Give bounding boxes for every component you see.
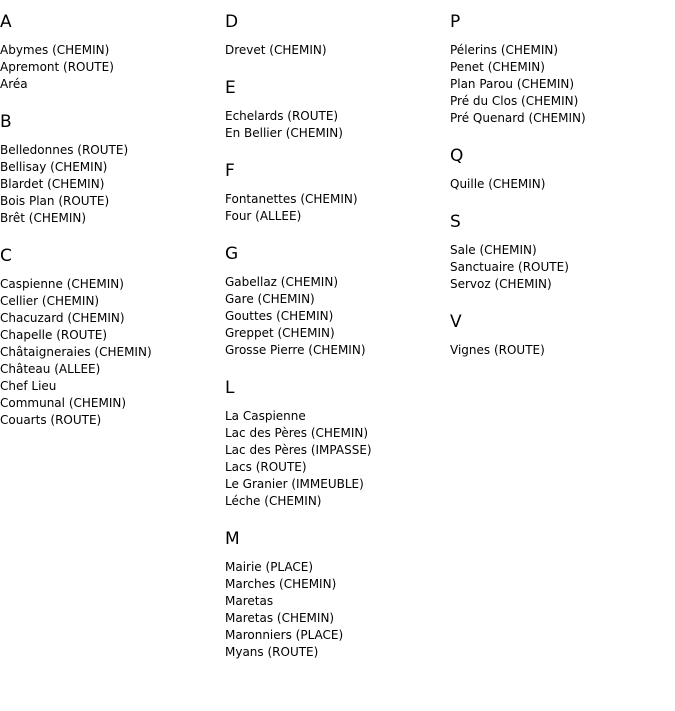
street-link[interactable]: Maretas (CHEMIN) — [225, 611, 335, 625]
street-link[interactable]: Chef Lieu — [0, 379, 57, 393]
street-link[interactable]: Léche (CHEMIN) — [225, 494, 322, 508]
street-link[interactable]: Pré du Clos (CHEMIN) — [450, 94, 579, 108]
letter-heading: E — [225, 78, 236, 98]
street-link[interactable]: Maronniers (PLACE) — [225, 628, 344, 642]
street-link[interactable]: Bois Plan (ROUTE) — [0, 194, 110, 208]
street-link[interactable]: Chacuzard (CHEMIN) — [0, 311, 125, 325]
street-link[interactable]: Bellisay (CHEMIN) — [0, 160, 108, 174]
letter-heading: G — [225, 244, 239, 264]
letter-heading: C — [0, 246, 12, 266]
letter-heading: L — [225, 378, 235, 398]
street-link[interactable]: Gouttes (CHEMIN) — [225, 309, 334, 323]
street-index-column — [225, 11, 445, 679]
street-link[interactable]: Marches (CHEMIN) — [225, 577, 337, 591]
street-link[interactable]: Apremont (ROUTE) — [0, 60, 114, 74]
street-list — [225, 108, 445, 142]
letter-section — [225, 160, 445, 225]
letter-section — [450, 11, 670, 127]
letter-section — [225, 528, 445, 661]
street-link[interactable]: Caspienne (CHEMIN) — [0, 277, 124, 291]
letter-section — [450, 211, 670, 293]
street-link[interactable]: Communal (CHEMIN) — [0, 396, 127, 410]
letter-section — [450, 145, 670, 193]
street-list — [225, 191, 445, 225]
letter-heading: F — [225, 161, 235, 181]
street-list — [0, 42, 220, 93]
street-list — [0, 276, 220, 429]
street-list — [450, 176, 670, 193]
street-link[interactable]: Gare (CHEMIN) — [225, 292, 315, 306]
street-link[interactable]: Lacs (ROUTE) — [225, 460, 307, 474]
street-list — [0, 142, 220, 227]
street-link[interactable]: Sanctuaire (ROUTE) — [450, 260, 569, 274]
street-link[interactable]: En Bellier (CHEMIN) — [225, 126, 343, 140]
street-link[interactable]: Châtaigneraies (CHEMIN) — [0, 345, 152, 359]
letter-section — [225, 377, 445, 510]
street-link[interactable]: Château (ALLEE) — [0, 362, 101, 376]
street-link[interactable]: Blardet (CHEMIN) — [0, 177, 105, 191]
street-link[interactable]: Vignes (ROUTE) — [450, 343, 545, 357]
street-index-column — [450, 11, 670, 377]
street-link[interactable]: La Caspienne — [225, 409, 306, 423]
street-link[interactable]: Penet (CHEMIN) — [450, 60, 545, 74]
street-link[interactable]: Myans (ROUTE) — [225, 645, 319, 659]
letter-heading: A — [0, 12, 12, 32]
street-link[interactable]: Pré Quenard (CHEMIN) — [450, 111, 586, 125]
street-link[interactable]: Le Granier (IMMEUBLE) — [225, 477, 364, 491]
letter-heading: Q — [450, 146, 464, 166]
letter-heading: P — [450, 12, 461, 32]
street-list — [225, 559, 445, 661]
street-link[interactable]: Cellier (CHEMIN) — [0, 294, 100, 308]
street-list — [225, 408, 445, 510]
street-link[interactable]: Four (ALLEE) — [225, 209, 302, 223]
street-link[interactable]: Drevet (CHEMIN) — [225, 43, 327, 57]
letter-section — [450, 311, 670, 359]
street-link[interactable]: Brêt (CHEMIN) — [0, 211, 87, 225]
street-link[interactable]: Aréa — [0, 77, 28, 91]
street-link[interactable]: Chapelle (ROUTE) — [0, 328, 108, 342]
street-link[interactable]: Fontanettes (CHEMIN) — [225, 192, 358, 206]
street-link[interactable]: Pélerins (CHEMIN) — [450, 43, 559, 57]
street-link[interactable]: Sale (CHEMIN) — [450, 243, 537, 257]
letter-section — [0, 11, 220, 93]
street-link[interactable]: Lac des Pères (IMPASSE) — [225, 443, 372, 457]
street-list — [225, 42, 445, 59]
street-list — [225, 274, 445, 359]
street-list — [450, 342, 670, 359]
letter-heading: B — [0, 112, 12, 132]
letter-heading: M — [225, 529, 240, 549]
street-list — [450, 242, 670, 293]
street-link[interactable]: Echelards (ROUTE) — [225, 109, 339, 123]
letter-section — [0, 245, 220, 429]
street-link[interactable]: Maretas — [225, 594, 274, 608]
street-link[interactable]: Plan Parou (CHEMIN) — [450, 77, 575, 91]
street-link[interactable]: Belledonnes (ROUTE) — [0, 143, 129, 157]
street-link[interactable]: Couarts (ROUTE) — [0, 413, 102, 427]
letter-heading: D — [225, 12, 239, 32]
letter-heading: S — [450, 212, 461, 232]
letter-section — [0, 111, 220, 227]
letter-section — [225, 243, 445, 359]
street-link[interactable]: Grosse Pierre (CHEMIN) — [225, 343, 366, 357]
street-link[interactable]: Quille (CHEMIN) — [450, 177, 546, 191]
letter-section — [225, 11, 445, 59]
street-link[interactable]: Servoz (CHEMIN) — [450, 277, 552, 291]
letter-section — [225, 77, 445, 142]
street-link[interactable]: Gabellaz (CHEMIN) — [225, 275, 339, 289]
street-index-column — [0, 11, 220, 447]
street-link[interactable]: Abymes (CHEMIN) — [0, 43, 110, 57]
street-link[interactable]: Lac des Pères (CHEMIN) — [225, 426, 369, 440]
street-link[interactable]: Mairie (PLACE) — [225, 560, 314, 574]
street-link[interactable]: Greppet (CHEMIN) — [225, 326, 335, 340]
letter-heading: V — [450, 312, 462, 332]
street-list — [450, 42, 670, 127]
